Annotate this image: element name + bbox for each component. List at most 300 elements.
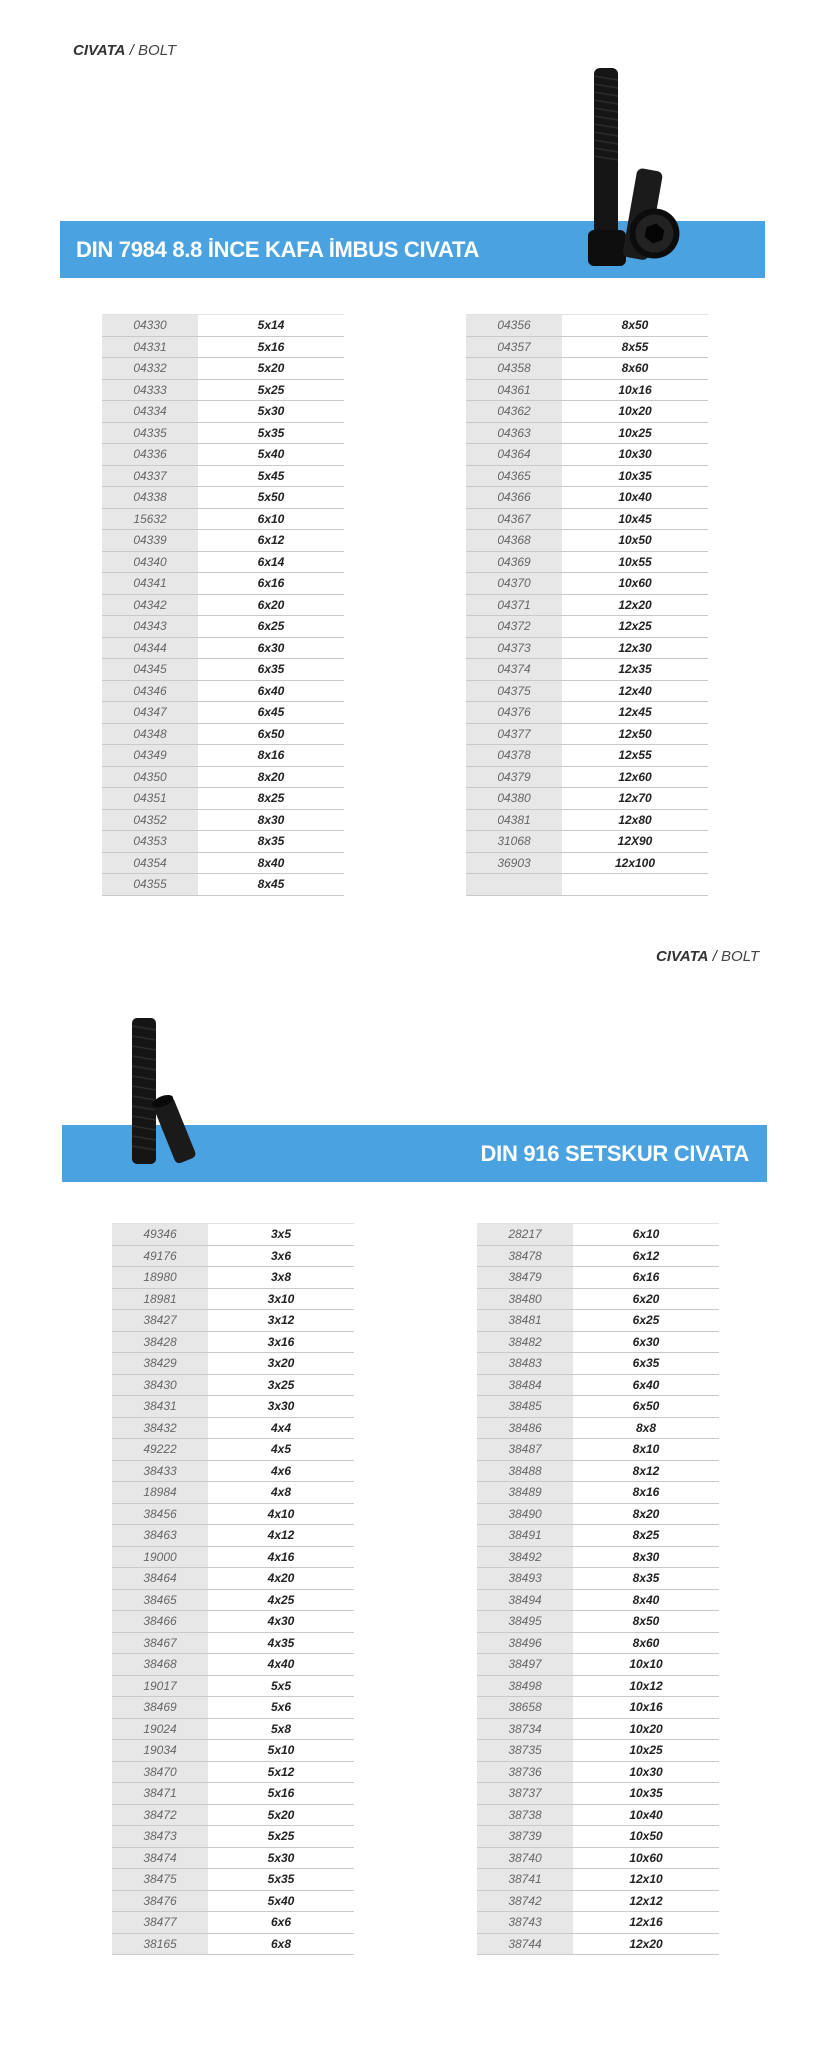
size-cell: 5x12 bbox=[208, 1761, 354, 1783]
table-row bbox=[477, 1245, 719, 1267]
size-cell: 6x16 bbox=[198, 573, 344, 595]
size-cell: 5x25 bbox=[208, 1826, 354, 1848]
product-code-cell: 38493 bbox=[477, 1568, 573, 1590]
size-cell: 10x50 bbox=[573, 1826, 719, 1848]
product-code-cell: 38431 bbox=[112, 1396, 208, 1418]
table-row bbox=[112, 1675, 354, 1697]
table-row bbox=[477, 1589, 719, 1611]
table-row bbox=[466, 831, 708, 853]
size-cell: 10x35 bbox=[573, 1783, 719, 1805]
size-cell: 4x16 bbox=[208, 1546, 354, 1568]
size-cell: 3x16 bbox=[208, 1331, 354, 1353]
brand-bold: CIVATA bbox=[656, 948, 709, 965]
table-row bbox=[477, 1546, 719, 1568]
size-cell: 4x4 bbox=[208, 1417, 354, 1439]
product-code-cell: 15632 bbox=[102, 508, 198, 530]
table-row bbox=[477, 1847, 719, 1869]
size-cell: 3x20 bbox=[208, 1353, 354, 1375]
product-code-cell: 38478 bbox=[477, 1245, 573, 1267]
product-code-cell: 49222 bbox=[112, 1439, 208, 1461]
product-code-cell: 04334 bbox=[102, 401, 198, 423]
size-cell: 5x30 bbox=[198, 401, 344, 423]
product-code-cell: 38480 bbox=[477, 1288, 573, 1310]
product-code-cell: 04364 bbox=[466, 444, 562, 466]
product-table-1-right bbox=[466, 314, 708, 896]
product-code-cell: 04375 bbox=[466, 680, 562, 702]
product-code-cell: 04361 bbox=[466, 379, 562, 401]
size-cell: 10x60 bbox=[573, 1847, 719, 1869]
table-row bbox=[102, 530, 344, 552]
size-cell: 10x20 bbox=[562, 401, 708, 423]
product-code-cell: 38476 bbox=[112, 1890, 208, 1912]
product-code-cell: 38658 bbox=[477, 1697, 573, 1719]
table-row bbox=[466, 336, 708, 358]
table-row bbox=[477, 1374, 719, 1396]
size-cell: 10x16 bbox=[562, 379, 708, 401]
table-row bbox=[102, 422, 344, 444]
size-cell: 3x30 bbox=[208, 1396, 354, 1418]
table-row bbox=[102, 444, 344, 466]
product-code-cell: 04342 bbox=[102, 594, 198, 616]
table-row bbox=[112, 1288, 354, 1310]
table-row bbox=[102, 680, 344, 702]
table-row bbox=[477, 1417, 719, 1439]
size-cell: 8x16 bbox=[198, 745, 344, 767]
table-row bbox=[112, 1331, 354, 1353]
size-cell: 8x20 bbox=[198, 766, 344, 788]
table-row bbox=[112, 1826, 354, 1848]
product-code-cell: 38744 bbox=[477, 1933, 573, 1955]
size-cell: 5x25 bbox=[198, 379, 344, 401]
table-row bbox=[477, 1482, 719, 1504]
product-code-cell: 38481 bbox=[477, 1310, 573, 1332]
product-code-cell: 38484 bbox=[477, 1374, 573, 1396]
size-cell: 10x30 bbox=[573, 1761, 719, 1783]
size-cell: 12x25 bbox=[562, 616, 708, 638]
product-code-cell: 38485 bbox=[477, 1396, 573, 1418]
product-code-cell: 38742 bbox=[477, 1890, 573, 1912]
product-code-cell: 38433 bbox=[112, 1460, 208, 1482]
table-row bbox=[466, 551, 708, 573]
product-code-cell: 04357 bbox=[466, 336, 562, 358]
table-row bbox=[102, 616, 344, 638]
product-code-cell: 04351 bbox=[102, 788, 198, 810]
size-cell: 6x10 bbox=[573, 1224, 719, 1246]
table-row bbox=[466, 487, 708, 509]
table-row bbox=[477, 1912, 719, 1934]
product-code-cell: 38469 bbox=[112, 1697, 208, 1719]
product-code-cell: 38487 bbox=[477, 1439, 573, 1461]
table-row bbox=[477, 1869, 719, 1891]
brand-thin: BOLT bbox=[138, 42, 177, 59]
size-cell: 6x20 bbox=[573, 1288, 719, 1310]
product-code-cell: 38496 bbox=[477, 1632, 573, 1654]
size-cell: 10x60 bbox=[562, 573, 708, 595]
size-cell: 10x25 bbox=[573, 1740, 719, 1762]
table-row bbox=[477, 1503, 719, 1525]
table-row bbox=[112, 1546, 354, 1568]
size-cell: 5x5 bbox=[208, 1675, 354, 1697]
table-row bbox=[102, 551, 344, 573]
table-row bbox=[102, 852, 344, 874]
table-row bbox=[112, 1568, 354, 1590]
size-cell: 5x8 bbox=[208, 1718, 354, 1740]
product-code-cell: 04378 bbox=[466, 745, 562, 767]
product-code-cell: 04330 bbox=[102, 315, 198, 337]
product-code-cell: 49346 bbox=[112, 1224, 208, 1246]
table-row bbox=[466, 874, 708, 896]
table-row bbox=[466, 766, 708, 788]
product-code-cell: 38736 bbox=[477, 1761, 573, 1783]
table-row bbox=[466, 422, 708, 444]
product-code-cell: 38479 bbox=[477, 1267, 573, 1289]
table-row bbox=[477, 1933, 719, 1955]
size-cell: 6x50 bbox=[198, 723, 344, 745]
size-cell: 6x50 bbox=[573, 1396, 719, 1418]
product-code-cell: 04376 bbox=[466, 702, 562, 724]
size-cell: 4x20 bbox=[208, 1568, 354, 1590]
table-row bbox=[112, 1740, 354, 1762]
product-code-cell: 38486 bbox=[477, 1417, 573, 1439]
table-row bbox=[112, 1697, 354, 1719]
product-code-cell: 19034 bbox=[112, 1740, 208, 1762]
product-code-cell: 38466 bbox=[112, 1611, 208, 1633]
table-row bbox=[112, 1439, 354, 1461]
table-row bbox=[102, 659, 344, 681]
product-code-cell: 04331 bbox=[102, 336, 198, 358]
product-code-cell: 38432 bbox=[112, 1417, 208, 1439]
table-row bbox=[477, 1826, 719, 1848]
product-table-2-right bbox=[477, 1223, 719, 1955]
table-row bbox=[466, 702, 708, 724]
product-code-cell: 38494 bbox=[477, 1589, 573, 1611]
table-row bbox=[466, 530, 708, 552]
size-cell: 12x20 bbox=[562, 594, 708, 616]
table-row bbox=[102, 594, 344, 616]
size-cell: 10x40 bbox=[562, 487, 708, 509]
table-row bbox=[112, 1267, 354, 1289]
product-code-cell: 04354 bbox=[102, 852, 198, 874]
product-code-cell: 04346 bbox=[102, 680, 198, 702]
product-code-cell: 04358 bbox=[466, 358, 562, 380]
product-code-cell: 04347 bbox=[102, 702, 198, 724]
size-cell: 8x20 bbox=[573, 1503, 719, 1525]
table-row bbox=[477, 1654, 719, 1676]
table-row bbox=[112, 1589, 354, 1611]
product-code-cell: 04370 bbox=[466, 573, 562, 595]
brand-thin: BOLT bbox=[721, 948, 760, 965]
table-row bbox=[112, 1396, 354, 1418]
size-cell: 5x35 bbox=[208, 1869, 354, 1891]
product-code-cell: 04365 bbox=[466, 465, 562, 487]
product-code-cell: 38483 bbox=[477, 1353, 573, 1375]
table-row bbox=[112, 1503, 354, 1525]
table-row bbox=[102, 465, 344, 487]
product-code-cell: 31068 bbox=[466, 831, 562, 853]
product-code-cell: 04367 bbox=[466, 508, 562, 530]
table-row bbox=[477, 1718, 719, 1740]
size-cell: 5x20 bbox=[208, 1804, 354, 1826]
product-code-cell: 38471 bbox=[112, 1783, 208, 1805]
size-cell: 8x60 bbox=[573, 1632, 719, 1654]
size-cell: 6x8 bbox=[208, 1933, 354, 1955]
size-cell: 3x8 bbox=[208, 1267, 354, 1289]
product-code-cell: 38737 bbox=[477, 1783, 573, 1805]
size-cell: 5x20 bbox=[198, 358, 344, 380]
product-code-cell: 38477 bbox=[112, 1912, 208, 1934]
table-row bbox=[466, 508, 708, 530]
size-cell: 5x10 bbox=[208, 1740, 354, 1762]
size-cell: 6x40 bbox=[198, 680, 344, 702]
size-cell: 10x40 bbox=[573, 1804, 719, 1826]
size-cell: 10x30 bbox=[562, 444, 708, 466]
table-row bbox=[466, 573, 708, 595]
size-cell: 5x16 bbox=[198, 336, 344, 358]
table-row bbox=[102, 702, 344, 724]
product-code-cell: 18981 bbox=[112, 1288, 208, 1310]
table-row bbox=[102, 573, 344, 595]
size-cell: 6x12 bbox=[573, 1245, 719, 1267]
table-row bbox=[102, 401, 344, 423]
product-code-cell: 38495 bbox=[477, 1611, 573, 1633]
product-code-cell: 04374 bbox=[466, 659, 562, 681]
table-row bbox=[477, 1611, 719, 1633]
size-cell: 12x80 bbox=[562, 809, 708, 831]
table-row bbox=[466, 358, 708, 380]
product-code-cell: 38735 bbox=[477, 1740, 573, 1762]
table-row bbox=[112, 1611, 354, 1633]
product-code-cell: 04380 bbox=[466, 788, 562, 810]
size-cell: 8x60 bbox=[562, 358, 708, 380]
size-cell: 5x50 bbox=[198, 487, 344, 509]
table-row bbox=[477, 1740, 719, 1762]
size-cell: 12x100 bbox=[562, 852, 708, 874]
product-code-cell: 38738 bbox=[477, 1804, 573, 1826]
table-row bbox=[466, 379, 708, 401]
product-code-cell: 04332 bbox=[102, 358, 198, 380]
table-row bbox=[477, 1267, 719, 1289]
table-row bbox=[466, 401, 708, 423]
table-row bbox=[112, 1718, 354, 1740]
section-title-2: DIN 916 SETSKUR CIVATA bbox=[480, 1140, 749, 1166]
table-row bbox=[102, 809, 344, 831]
table-row bbox=[112, 1912, 354, 1934]
size-cell: 10x25 bbox=[562, 422, 708, 444]
table-row bbox=[102, 336, 344, 358]
product-code-cell: 38497 bbox=[477, 1654, 573, 1676]
size-cell: 8x12 bbox=[573, 1460, 719, 1482]
size-cell: 8x16 bbox=[573, 1482, 719, 1504]
table-row bbox=[466, 745, 708, 767]
table-row bbox=[112, 1632, 354, 1654]
product-code-cell: 04381 bbox=[466, 809, 562, 831]
product-code-cell: 04369 bbox=[466, 551, 562, 573]
product-code-cell: 19000 bbox=[112, 1546, 208, 1568]
table-row bbox=[112, 1482, 354, 1504]
table-row bbox=[102, 874, 344, 896]
product-code-cell: 38734 bbox=[477, 1718, 573, 1740]
table-row bbox=[477, 1396, 719, 1418]
table-row bbox=[112, 1224, 354, 1246]
product-code-cell: 38739 bbox=[477, 1826, 573, 1848]
product-code-cell: 04336 bbox=[102, 444, 198, 466]
brand-label-1 bbox=[73, 42, 176, 59]
product-code-cell: 36903 bbox=[466, 852, 562, 874]
table-row bbox=[466, 594, 708, 616]
size-cell bbox=[562, 874, 708, 896]
size-cell: 4x10 bbox=[208, 1503, 354, 1525]
table-row bbox=[112, 1525, 354, 1547]
size-cell: 6x6 bbox=[208, 1912, 354, 1934]
size-cell: 5x6 bbox=[208, 1697, 354, 1719]
product-code-cell: 49176 bbox=[112, 1245, 208, 1267]
size-cell: 6x25 bbox=[198, 616, 344, 638]
size-cell: 12X90 bbox=[562, 831, 708, 853]
size-cell: 8x25 bbox=[573, 1525, 719, 1547]
size-cell: 4x8 bbox=[208, 1482, 354, 1504]
table-row bbox=[112, 1761, 354, 1783]
size-cell: 6x45 bbox=[198, 702, 344, 724]
size-cell: 12x50 bbox=[562, 723, 708, 745]
table-row bbox=[112, 1310, 354, 1332]
size-cell: 5x45 bbox=[198, 465, 344, 487]
product-code-cell bbox=[466, 874, 562, 896]
table-row bbox=[112, 1869, 354, 1891]
size-cell: 3x25 bbox=[208, 1374, 354, 1396]
table-row bbox=[102, 723, 344, 745]
product-code-cell: 38463 bbox=[112, 1525, 208, 1547]
product-code-cell: 38468 bbox=[112, 1654, 208, 1676]
table-row bbox=[477, 1331, 719, 1353]
size-cell: 10x20 bbox=[573, 1718, 719, 1740]
product-code-cell: 04372 bbox=[466, 616, 562, 638]
size-cell: 4x6 bbox=[208, 1460, 354, 1482]
product-code-cell: 04341 bbox=[102, 573, 198, 595]
brand-bold: CIVATA bbox=[73, 42, 126, 59]
table-row bbox=[112, 1654, 354, 1676]
size-cell: 6x30 bbox=[198, 637, 344, 659]
product-code-cell: 04379 bbox=[466, 766, 562, 788]
product-code-cell: 38430 bbox=[112, 1374, 208, 1396]
table-row bbox=[112, 1890, 354, 1912]
table-row bbox=[102, 379, 344, 401]
size-cell: 6x10 bbox=[198, 508, 344, 530]
table-row bbox=[112, 1245, 354, 1267]
size-cell: 6x16 bbox=[573, 1267, 719, 1289]
product-code-cell: 38492 bbox=[477, 1546, 573, 1568]
size-cell: 4x5 bbox=[208, 1439, 354, 1461]
size-cell: 5x40 bbox=[198, 444, 344, 466]
table-row bbox=[477, 1632, 719, 1654]
table-row bbox=[102, 358, 344, 380]
product-code-cell: 04337 bbox=[102, 465, 198, 487]
product-code-cell: 04338 bbox=[102, 487, 198, 509]
product-table-2-left bbox=[112, 1223, 354, 1955]
product-code-cell: 04339 bbox=[102, 530, 198, 552]
set-screw-icon bbox=[126, 1016, 206, 1166]
product-code-cell: 38489 bbox=[477, 1482, 573, 1504]
size-cell: 6x40 bbox=[573, 1374, 719, 1396]
product-code-cell: 19017 bbox=[112, 1675, 208, 1697]
size-cell: 8x30 bbox=[198, 809, 344, 831]
size-cell: 6x30 bbox=[573, 1331, 719, 1353]
size-cell: 12x35 bbox=[562, 659, 708, 681]
product-code-cell: 38490 bbox=[477, 1503, 573, 1525]
product-code-cell: 38491 bbox=[477, 1525, 573, 1547]
product-code-cell: 04352 bbox=[102, 809, 198, 831]
table-row bbox=[112, 1374, 354, 1396]
size-cell: 12x40 bbox=[562, 680, 708, 702]
table-row bbox=[466, 723, 708, 745]
table-row bbox=[112, 1417, 354, 1439]
size-cell: 4x12 bbox=[208, 1525, 354, 1547]
table-row bbox=[477, 1675, 719, 1697]
size-cell: 4x30 bbox=[208, 1611, 354, 1633]
product-code-cell: 38741 bbox=[477, 1869, 573, 1891]
table-row bbox=[112, 1460, 354, 1482]
size-cell: 6x12 bbox=[198, 530, 344, 552]
product-code-cell: 38428 bbox=[112, 1331, 208, 1353]
product-code-cell: 04368 bbox=[466, 530, 562, 552]
product-code-cell: 38743 bbox=[477, 1912, 573, 1934]
table-row bbox=[102, 766, 344, 788]
size-cell: 6x25 bbox=[573, 1310, 719, 1332]
table-row bbox=[466, 616, 708, 638]
product-code-cell: 04353 bbox=[102, 831, 198, 853]
product-code-cell: 38473 bbox=[112, 1826, 208, 1848]
table-row bbox=[466, 680, 708, 702]
table-row bbox=[102, 315, 344, 337]
size-cell: 8x10 bbox=[573, 1439, 719, 1461]
table-row bbox=[466, 444, 708, 466]
table-row bbox=[477, 1697, 719, 1719]
product-code-cell: 04333 bbox=[102, 379, 198, 401]
size-cell: 10x35 bbox=[562, 465, 708, 487]
table-row bbox=[112, 1783, 354, 1805]
size-cell: 10x45 bbox=[562, 508, 708, 530]
table-row bbox=[466, 809, 708, 831]
size-cell: 5x40 bbox=[208, 1890, 354, 1912]
product-code-cell: 38498 bbox=[477, 1675, 573, 1697]
size-cell: 12x70 bbox=[562, 788, 708, 810]
size-cell: 10x50 bbox=[562, 530, 708, 552]
size-cell: 12x20 bbox=[573, 1933, 719, 1955]
size-cell: 5x14 bbox=[198, 315, 344, 337]
product-code-cell: 04335 bbox=[102, 422, 198, 444]
table-row bbox=[112, 1804, 354, 1826]
table-row bbox=[477, 1439, 719, 1461]
size-cell: 3x5 bbox=[208, 1224, 354, 1246]
product-code-cell: 04344 bbox=[102, 637, 198, 659]
size-cell: 5x30 bbox=[208, 1847, 354, 1869]
product-code-cell: 38740 bbox=[477, 1847, 573, 1869]
table-row bbox=[102, 745, 344, 767]
product-code-cell: 38474 bbox=[112, 1847, 208, 1869]
product-code-cell: 04350 bbox=[102, 766, 198, 788]
product-code-cell: 18984 bbox=[112, 1482, 208, 1504]
product-code-cell: 04377 bbox=[466, 723, 562, 745]
product-code-cell: 04363 bbox=[466, 422, 562, 444]
product-code-cell: 28217 bbox=[477, 1224, 573, 1246]
product-code-cell: 38470 bbox=[112, 1761, 208, 1783]
product-code-cell: 38456 bbox=[112, 1503, 208, 1525]
table-row bbox=[466, 315, 708, 337]
size-cell: 3x12 bbox=[208, 1310, 354, 1332]
product-code-cell: 38429 bbox=[112, 1353, 208, 1375]
size-cell: 8x30 bbox=[573, 1546, 719, 1568]
product-code-cell: 04355 bbox=[102, 874, 198, 896]
product-code-cell: 38464 bbox=[112, 1568, 208, 1590]
